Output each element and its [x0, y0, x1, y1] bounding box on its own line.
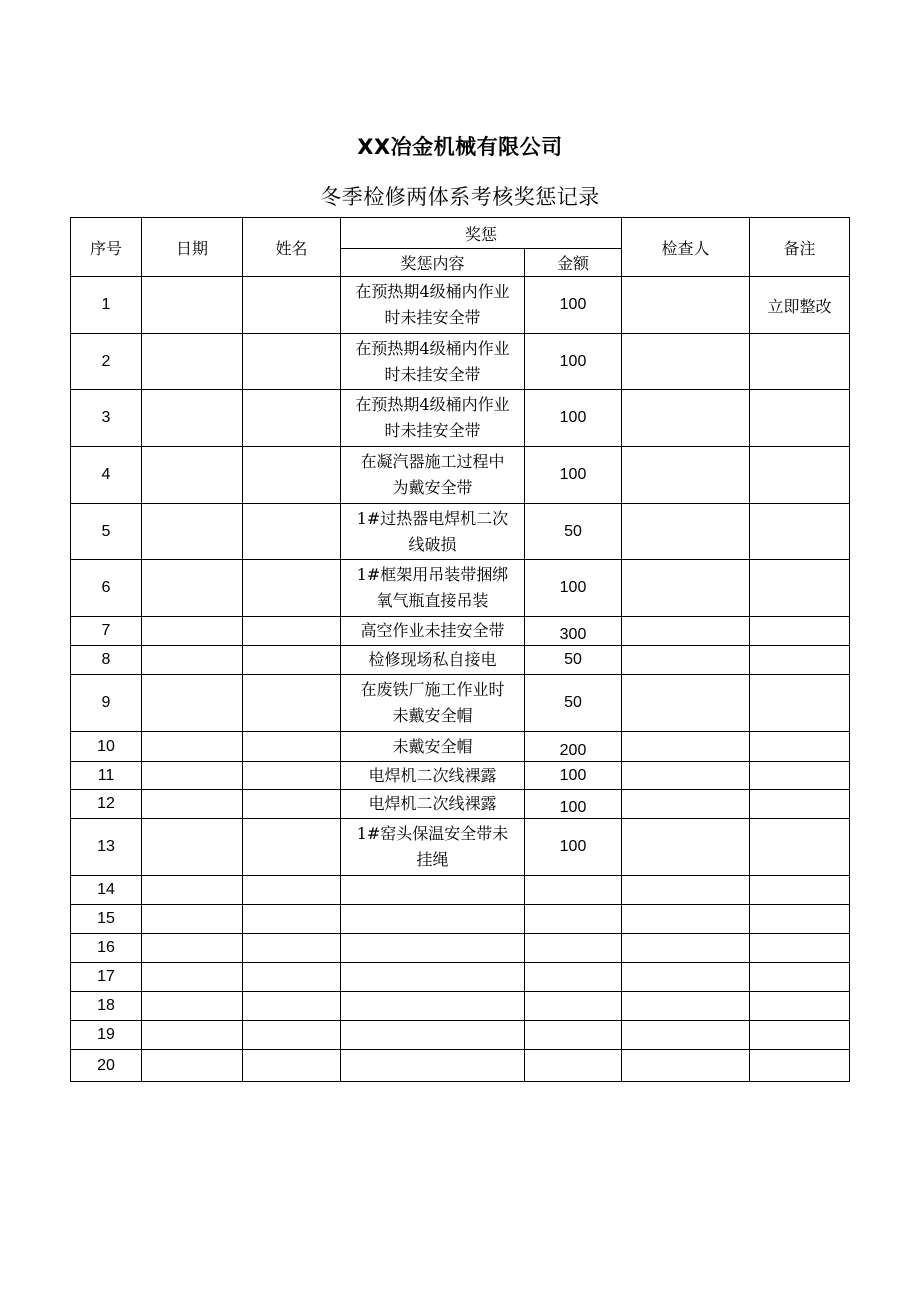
- row-amount: 100: [525, 762, 622, 790]
- row-amount: 50: [525, 646, 622, 675]
- row-number: 15: [71, 905, 142, 934]
- row-remark: [750, 1021, 850, 1050]
- row-amount: 100: [525, 334, 622, 390]
- row-inspector: [622, 560, 750, 617]
- table-row: [71, 617, 850, 646]
- content-line: 时未挂安全带: [384, 421, 481, 440]
- row-amount: 200: [525, 732, 622, 762]
- table-row: [71, 1050, 850, 1082]
- content-line: 检修现场私自接电: [368, 650, 497, 669]
- row-remark: [750, 876, 850, 905]
- row-inspector: [622, 390, 750, 447]
- header-no: 序号: [71, 218, 142, 277]
- row-amount: 100: [525, 560, 622, 617]
- row-name: [243, 277, 341, 334]
- header-inspector: 检查人: [622, 218, 750, 277]
- table-row: [71, 675, 850, 732]
- content-line: 在预热期4级桶内作业: [355, 338, 510, 358]
- row-amount: [525, 992, 622, 1021]
- table-row: [71, 1021, 850, 1050]
- row-name: [243, 447, 341, 504]
- row-amount: 50: [525, 504, 622, 560]
- header-reward-penalty: 奖惩: [341, 218, 622, 249]
- row-name: [243, 934, 341, 963]
- content-line: 1#框架用吊装带捆绑: [356, 565, 509, 584]
- row-content: [341, 963, 525, 992]
- row-number: 4: [71, 447, 142, 504]
- row-remark: [750, 790, 850, 819]
- content-line: 电焊机二次线裸露: [368, 794, 497, 813]
- row-remark: [750, 1050, 850, 1082]
- row-number: 1: [71, 277, 142, 334]
- row-inspector: [622, 1021, 750, 1050]
- row-name: [243, 390, 341, 447]
- row-name: [243, 560, 341, 617]
- content-line: 未戴安全帽: [392, 736, 473, 756]
- table-row: [71, 334, 850, 390]
- row-number: 8: [71, 646, 142, 675]
- row-date: [142, 732, 243, 762]
- header-remark: 备注: [750, 218, 850, 277]
- table-row: [71, 390, 850, 447]
- row-amount: 100: [525, 447, 622, 504]
- row-number: 18: [71, 992, 142, 1021]
- row-date: [142, 790, 243, 819]
- content-line: 1#窑头保温安全带未: [356, 824, 509, 843]
- company-name: XX冶金机械有限公司: [357, 135, 563, 159]
- row-date: [142, 1050, 243, 1082]
- row-name: [243, 905, 341, 934]
- row-date: [142, 560, 243, 617]
- row-inspector: [622, 617, 750, 646]
- row-amount: [525, 1021, 622, 1050]
- row-name: [243, 762, 341, 790]
- row-number: 5: [71, 504, 142, 560]
- table-row: [71, 934, 850, 963]
- content-line: 高空作业未挂安全带: [360, 621, 505, 640]
- row-content: [341, 1050, 525, 1082]
- content-line: 未戴安全帽: [392, 706, 473, 725]
- content-line: 在预热期4级桶内作业: [355, 395, 510, 414]
- row-date: [142, 819, 243, 876]
- header-amount: 金额: [525, 249, 622, 277]
- row-content: [341, 762, 525, 790]
- row-content: [341, 390, 525, 447]
- row-remark: [750, 617, 850, 646]
- row-date: [142, 390, 243, 447]
- row-content: [341, 1021, 525, 1050]
- row-date: [142, 992, 243, 1021]
- row-content: [341, 447, 525, 504]
- row-date: [142, 646, 243, 675]
- table-row: [71, 732, 850, 762]
- row-amount: 100: [525, 277, 622, 334]
- row-date: [142, 277, 243, 334]
- table-row: [71, 762, 850, 790]
- row-remark: [750, 819, 850, 876]
- row-date: [142, 876, 243, 905]
- row-remark: [750, 905, 850, 934]
- row-inspector: [622, 876, 750, 905]
- row-inspector: [622, 504, 750, 560]
- row-date: [142, 334, 243, 390]
- row-amount: 100: [525, 390, 622, 447]
- row-content: [341, 732, 525, 762]
- row-content: [341, 617, 525, 646]
- table-row: [71, 790, 850, 819]
- content-line: 1#过热器电焊机二次: [356, 508, 509, 528]
- row-amount: [525, 905, 622, 934]
- row-content: [341, 277, 525, 334]
- row-number: 16: [71, 934, 142, 963]
- row-date: [142, 1021, 243, 1050]
- row-number: 14: [71, 876, 142, 905]
- header-date: 日期: [142, 218, 243, 277]
- row-name: [243, 504, 341, 560]
- row-inspector: [622, 992, 750, 1021]
- row-name: [243, 646, 341, 675]
- content-line: 时未挂安全带: [384, 308, 481, 327]
- row-remark: [750, 762, 850, 790]
- row-content: [341, 992, 525, 1021]
- record-table: [70, 217, 850, 1082]
- row-amount: [525, 876, 622, 905]
- row-amount: [525, 934, 622, 963]
- row-remark: [750, 504, 850, 560]
- row-amount: 50: [525, 675, 622, 732]
- row-amount: [525, 1050, 622, 1082]
- content-line: 在凝汽器施工过程中: [360, 452, 505, 471]
- row-date: [142, 447, 243, 504]
- row-inspector: [622, 732, 750, 762]
- table-row: [71, 963, 850, 992]
- row-name: [243, 1021, 341, 1050]
- row-number: 11: [71, 762, 142, 790]
- row-remark: [750, 334, 850, 390]
- row-remark: [750, 646, 850, 675]
- row-inspector: [622, 334, 750, 390]
- row-remark: [750, 963, 850, 992]
- table-row: [71, 560, 850, 617]
- row-number: 19: [71, 1021, 142, 1050]
- row-name: [243, 675, 341, 732]
- row-name: [243, 876, 341, 905]
- row-amount: 100: [525, 790, 622, 819]
- row-inspector: [622, 819, 750, 876]
- table-row: [71, 504, 850, 560]
- header-content: 奖惩内容: [341, 249, 525, 277]
- content-line: 线破损: [408, 534, 457, 554]
- table-row: [71, 992, 850, 1021]
- row-name: [243, 1050, 341, 1082]
- row-content: [341, 934, 525, 963]
- row-inspector: [622, 762, 750, 790]
- row-number: 13: [71, 819, 142, 876]
- row-name: [243, 819, 341, 876]
- row-remark: [750, 390, 850, 447]
- row-inspector: [622, 905, 750, 934]
- row-number: 7: [71, 617, 142, 646]
- row-number: 12: [71, 790, 142, 819]
- content-line: 为戴安全带: [392, 478, 473, 497]
- table-row: [71, 905, 850, 934]
- row-name: [243, 992, 341, 1021]
- row-remark: [750, 447, 850, 504]
- row-number: 20: [71, 1050, 142, 1082]
- row-content: [341, 905, 525, 934]
- row-inspector: [622, 963, 750, 992]
- table-row: [71, 447, 850, 504]
- row-inspector: [622, 675, 750, 732]
- row-number: 10: [71, 732, 142, 762]
- row-number: 2: [71, 334, 142, 390]
- row-name: [243, 790, 341, 819]
- row-amount: 100: [525, 819, 622, 876]
- row-inspector: [622, 447, 750, 504]
- row-inspector: [622, 1050, 750, 1082]
- row-amount: [525, 963, 622, 992]
- row-date: [142, 504, 243, 560]
- row-content: [341, 560, 525, 617]
- row-name: [243, 963, 341, 992]
- row-date: [142, 675, 243, 732]
- table-row: [71, 277, 850, 334]
- row-inspector: [622, 646, 750, 675]
- row-content: [341, 819, 525, 876]
- row-date: [142, 905, 243, 934]
- row-remark: [750, 992, 850, 1021]
- row-remark: [750, 560, 850, 617]
- row-inspector: [622, 277, 750, 334]
- table-row: [71, 876, 850, 905]
- row-content: [341, 646, 525, 675]
- content-line: 在预热期4级桶内作业: [355, 282, 510, 301]
- row-number: 9: [71, 675, 142, 732]
- row-remark: 立即整改: [750, 277, 850, 334]
- table-row: [71, 646, 850, 675]
- content-line: 时未挂安全带: [384, 364, 481, 384]
- row-inspector: [622, 790, 750, 819]
- row-number: 3: [71, 390, 142, 447]
- row-content: [341, 876, 525, 905]
- document-title: 冬季检修两体系考核奖惩记录: [320, 185, 600, 209]
- row-date: [142, 617, 243, 646]
- row-date: [142, 963, 243, 992]
- row-date: [142, 934, 243, 963]
- content-line: 在废铁厂施工作业时: [360, 680, 505, 699]
- row-name: [243, 334, 341, 390]
- row-name: [243, 617, 341, 646]
- row-content: [341, 790, 525, 819]
- row-name: [243, 732, 341, 762]
- row-remark: [750, 675, 850, 732]
- row-remark: [750, 934, 850, 963]
- row-content: [341, 334, 525, 390]
- table-row: [71, 819, 850, 876]
- header-name: 姓名: [243, 218, 341, 277]
- row-content: [341, 675, 525, 732]
- header-row-top: [71, 218, 850, 249]
- content-line: 氧气瓶直接吊装: [376, 591, 489, 610]
- row-number: 17: [71, 963, 142, 992]
- row-content: [341, 504, 525, 560]
- row-date: [142, 762, 243, 790]
- row-remark: [750, 732, 850, 762]
- row-inspector: [622, 934, 750, 963]
- content-line: 挂绳: [416, 850, 449, 869]
- content-line: 电焊机二次线裸露: [368, 765, 497, 785]
- row-number: 6: [71, 560, 142, 617]
- row-amount: 300: [525, 617, 622, 646]
